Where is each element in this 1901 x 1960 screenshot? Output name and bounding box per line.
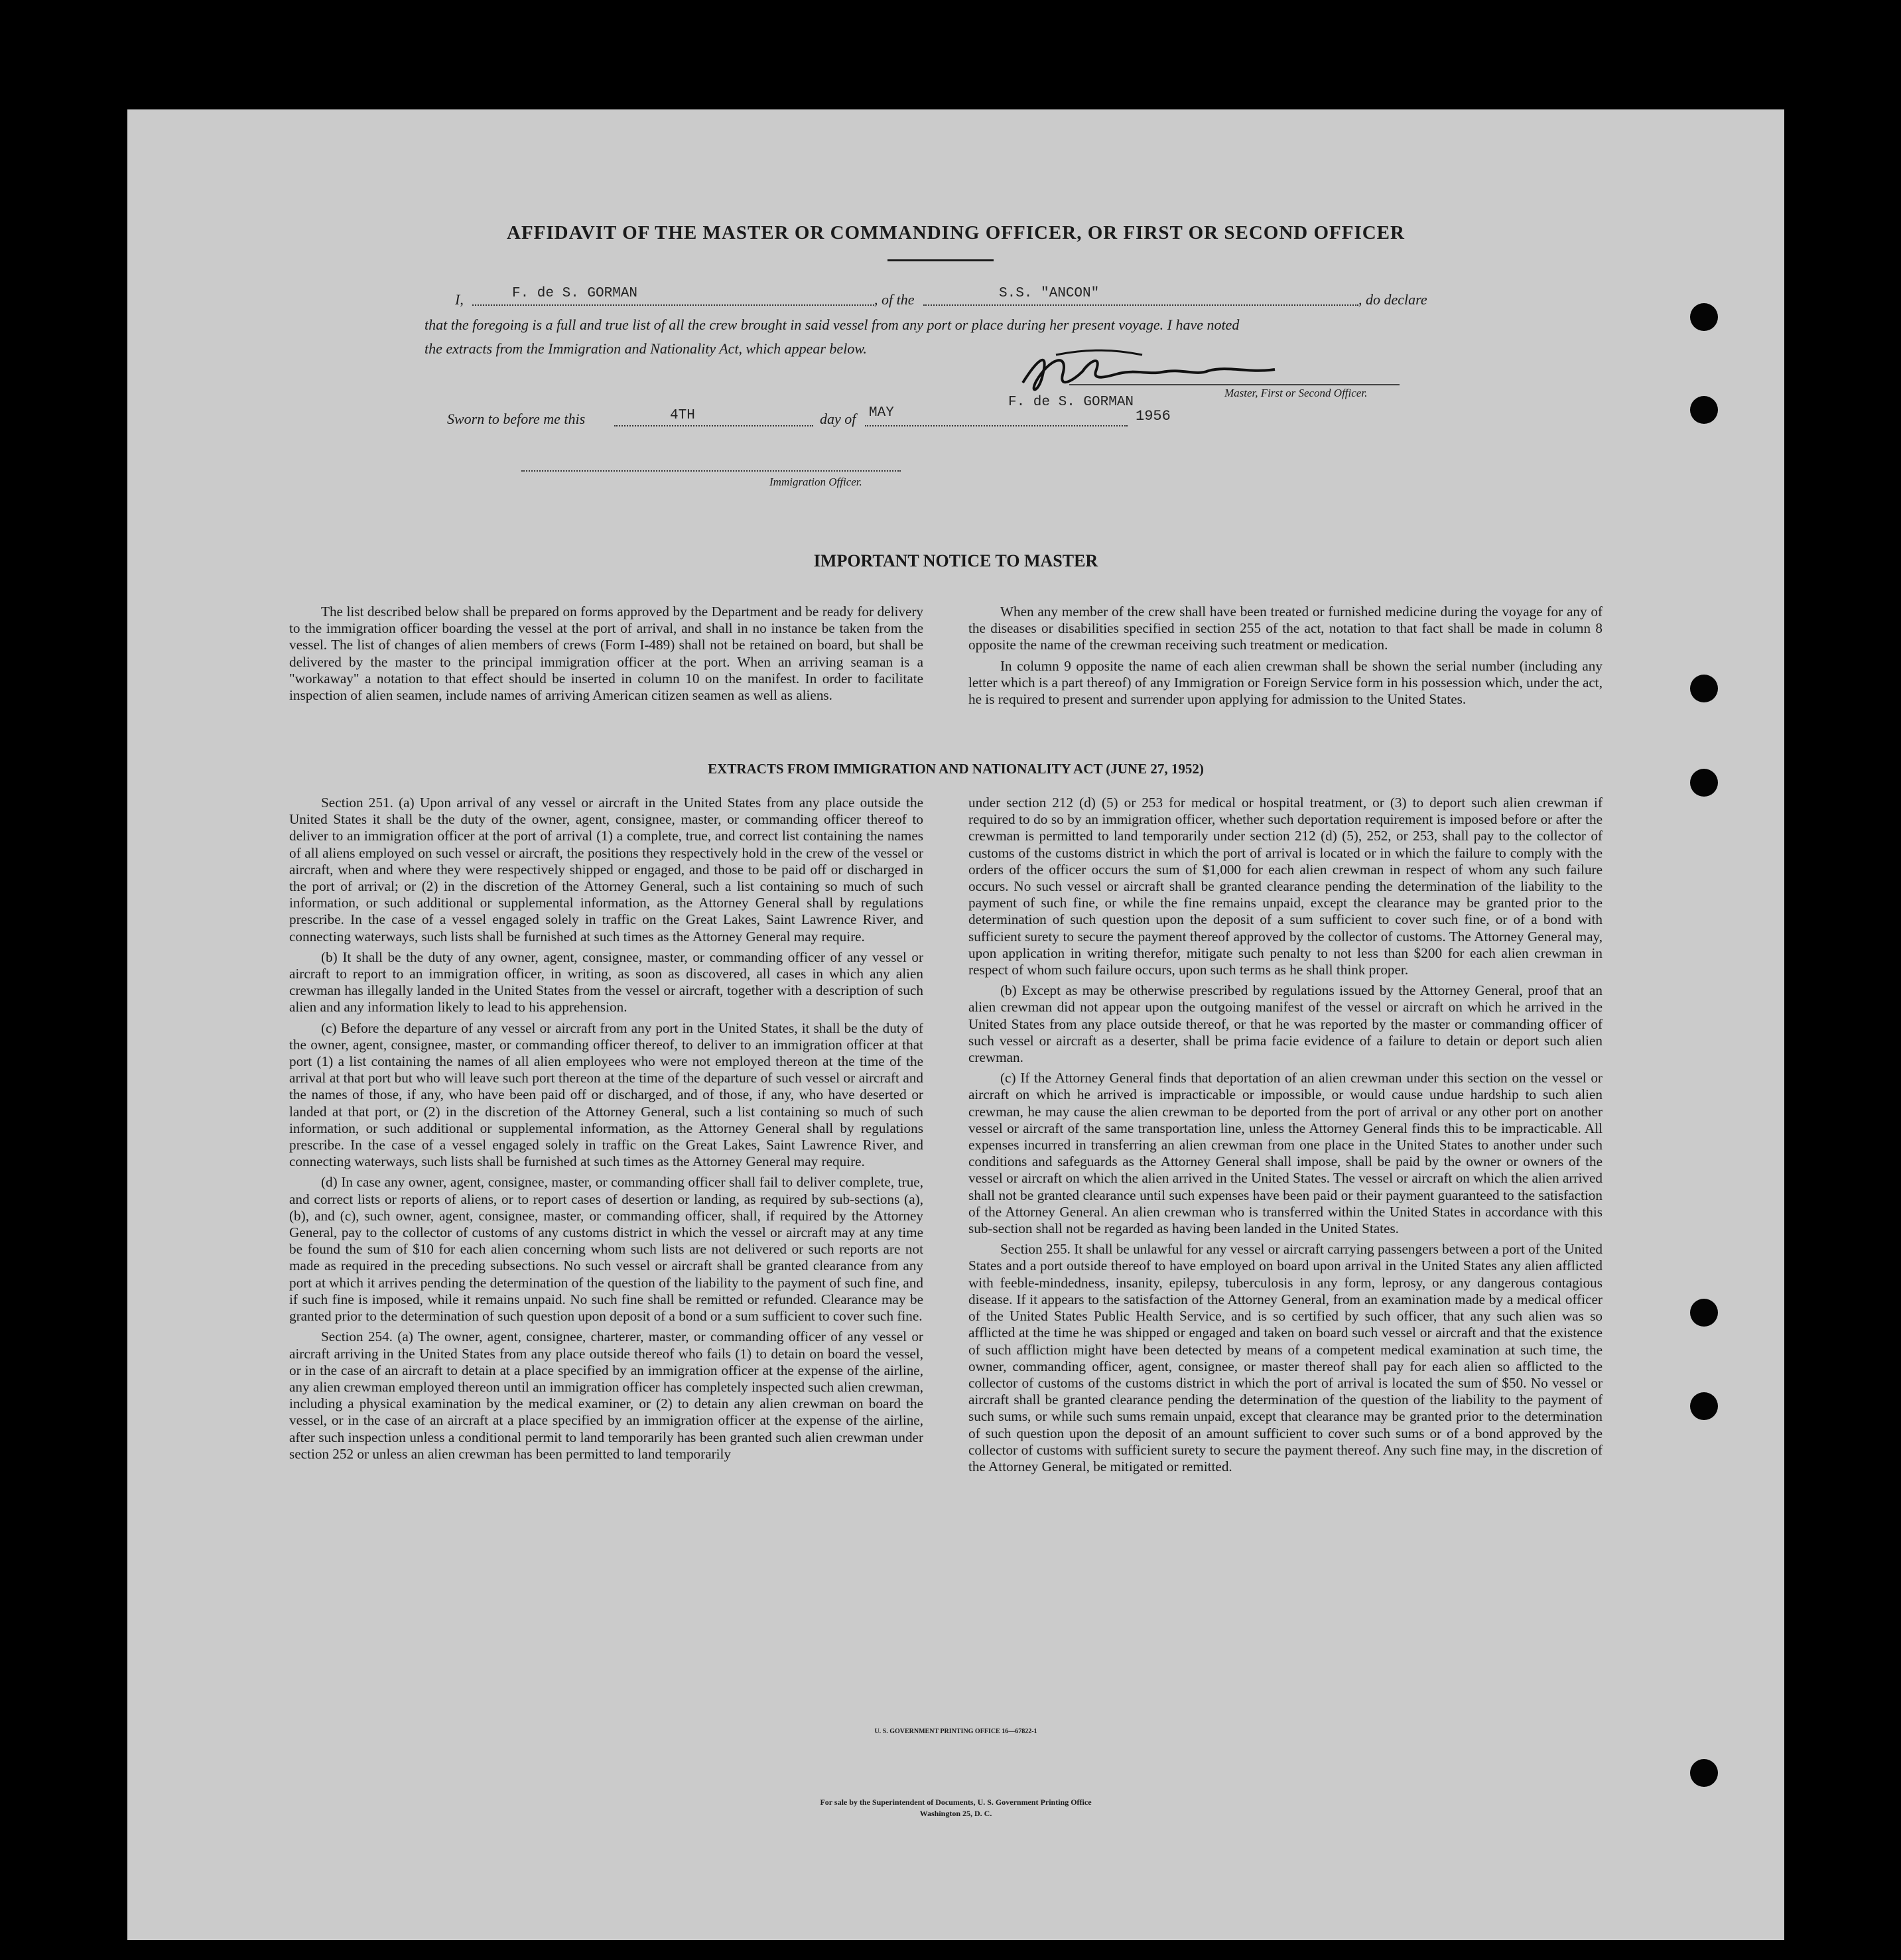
extracts-left-column [289,795,923,1467]
i-label: I, [455,291,464,308]
immigration-officer-caption: Immigration Officer. [769,476,862,488]
gpo-code: U. S. GOVERNMENT PRINTING OFFICE 16—67822-1 [874,1728,1037,1735]
notice-left-column [289,604,923,708]
sale-line-2: Washington 25, D. C. [919,1809,992,1818]
punch-hole [1690,1759,1718,1787]
notice-left-paragraph: The list described below shall be prepared on forms approved by the Department and be ready for delivery to the immigration officer boarding the vessel at the port of arrival, and shall in no instance be taken from the vessel. The list of changes of alien members of crews (Form I-489) shall not be retained on board, but shall be delivered by the master to the principal immigration officer at the port. When an arriving seaman is a "workaway" a notation to that effect should be inserted in column 10 on the manifest. In order to facilitate inspection of alien seamen, include names of arriving American citizen seamen as well as aliens. [289,604,923,704]
notice-right-paragraph-1: When any member of the crew shall have been treated or furnished medicine during the voyage for any of the diseases or disabilities specified in section 255 of the act, notation to that fact shall be made in column 8 opposite the name of the crewman receiving such treatment or medication. [968,604,1603,653]
section-254-a: Section 254. (a) The owner, agent, consignee, charterer, master, or commanding officer of any vessel or aircraft arriving in the United States from any place outside thereof who fails (1) to detain on board the vessel, or in the case of an aircraft to detain at a place specified by an immigration officer at the expense of the airline, any alien crewman employed thereon until an immigration officer has completely inspected such alien crewman, including a physical examination by the medical examiner, or (2) to detain any alien crewman on board the vessel, or in the case of an aircraft at a place specified by an immigration officer at the expense of the airline, after such inspection unless a conditional permit to land temporarily has been granted such alien crewman under section 252 or unless an alien crewman has been permitted to land temporarily [289,1329,923,1462]
day-of-label: day of [820,411,856,427]
of-the-label: , of the [874,291,915,308]
extracts-right-column [968,795,1603,1479]
declaration-line-2: that the foregoing is a full and true list of all the crew brought in said vessel from any port or place during her present voyage. I have noted [425,316,1240,333]
name-field-line [472,304,874,306]
extracts-title: EXTRACTS FROM IMMIGRATION AND NATIONALITY ACT (JUNE 27, 1952) [708,761,1204,777]
affidavit-title: AFFIDAVIT OF THE MASTER OR COMMANDING OFFICER, OR FIRST OR SECOND OFFICER [507,222,1405,243]
signature-line [1069,384,1400,385]
punch-hole [1690,303,1718,331]
section-255: Section 255. It shall be unlawful for any vessel or aircraft carrying passengers between a port of the United States and a port outside thereof to have employed on board upon arrival in the United States any alien afflicted with feeble-mindedness, insanity, epilepsy, tuberculosis in any form, leprosy, or any dangerous contagious disease. If it appears to the satisfaction of the Attorney General, from an examination made by a medical officer of the United States Public Health Service, and is so certified by such officer, that any such alien was so afflicted at the time he was shipped or engaged and taken on board such vessel or aircraft and that the existence of such affliction might have been detected by means of a competent medical examination at such time, the owner, commanding officer, agent, consignee, or master thereof shall pay for each alien so afflicted to the collector of customs of the customs district in which the port of arrival is located the sum of $50. No vessel or aircraft shall be granted clearance pending the determination of the question of the liability to the payment of such sums, or while such sums remain unpaid, except that clearance may be granted prior to the determination of such question upon the deposit of an amount sufficient to cover such sums or of a bond approved by the collector of customs with sufficient surety to secure the payment thereof. Any such fine may, in the discretion of the Attorney General, be mitigated or remitted. [968,1241,1603,1474]
master-name: F. de S. GORMAN [512,286,638,301]
vessel-name: S.S. "ANCON" [999,286,1100,301]
punch-hole [1690,1299,1718,1327]
title-underline [887,259,994,261]
vessel-field-line [923,304,1358,306]
sworn-label: Sworn to before me this [447,411,586,427]
punch-hole [1690,769,1718,797]
master-caption: Master, First or Second Officer. [1224,387,1368,399]
section-251-a: Section 251. (a) Upon arrival of any vessel or aircraft in the United States from any place outside the United States it shall be the duty of the owner, agent, consignee, master, or commanding officer thereof to deliver to an immigration officer at the port of arrival (1) a complete, true, and correct list containing the names of all aliens employed on such vessel or aircraft, the positions they respectively hold in the crew of the vessel or aircraft, when and where they were respectively shipped or engaged, and those to be paid off or discharged in the port of arrival; or (2) in the discretion of the Attorney General, such a list containing so much of such information, or such additional or supplemental information, as the Attorney General shall by regulations prescribe. In the case of a vessel engaged solely in traffic on the Great Lakes, Saint Lawrence River, and connecting waterways, such lists shall be furnished at such times as the Attorney General may require. [289,795,923,945]
section-254-c: (c) If the Attorney General finds that deportation of an alien crewman under this section on the vessel or aircraft on which he arrived is impracticable or impossible, or would cause undue hardship to such alien crewman, he may cause the alien crewman to be deported from the port of arrival or any other port on another vessel or aircraft of the same transportation line, unless the Attorney General finds this to be impracticable. All expenses incurred in transferring an alien crewman from one place in the United States to another under such conditions and safeguards as the Attorney General shall impose, shall be paid by the owner or owners of the vessel or aircraft on which the alien arrived in the United States. The vessel or aircraft on which the alien arrived shall not be granted clearance until such expenses have been paid or their payment guaranteed to the satisfaction of the Attorney General. An alien crewman who is transferred within the United States in accordance with this sub-section shall not be regarded as having been landed in the United States. [968,1070,1603,1237]
punch-hole [1690,1392,1718,1420]
typed-signer: F. de S. GORMAN [1008,395,1134,410]
declaration-line-3: the extracts from the Immigration and Nationality Act, which appear below. [425,340,867,357]
immigration-officer-line [521,470,901,472]
notice-right-paragraph-2: In column 9 opposite the name of each alien crewman shall be shown the serial number (including any letter which is a part thereof) of any Immigration or Foreign Service form in his possession which, under the act, he is required to present and surrender upon applying for admission to the United States. [968,657,1603,708]
sale-line-1: For sale by the Superintendent of Documents, U. S. Government Printing Office [820,1797,1092,1807]
sworn-month: MAY [869,405,894,421]
sworn-day: 4TH [670,408,695,423]
notice-right-column [968,604,1603,712]
section-251-b: (b) It shall be the duty of any owner, agent, consignee, master, or commanding officer of any vessel or aircraft to report to an immigration officer, in writing, as soon as discovered, all cases in which any alien crewman has illegally landed in the United States from the vessel or aircraft, together with a description of such alien and any information likely to lead to his apprehension. [289,948,923,1015]
section-251-c: (c) Before the departure of any vessel or aircraft from any port in the United States, it shall be the duty of the owner, agent, consignee, master, or commanding officer thereof, to deliver to an immigration officer at that port (1) a list containing the names of all alien employees who were not employed thereon at the time of the arrival at that port but who will leave such port thereon at the time of the departure of such vessel or aircraft and the names of those, if any, who have been paid off or discharged, and of those, if any, who have deserted or landed at that port, or (2) in the discretion of the Attorney General, such a list containing so much of such information, or such additional or supplemental information, as the Attorney General shall by regulations prescribe. In the case of a vessel engaged solely in traffic on the Great Lakes, Saint Lawrence River, and connecting waterways, such lists shall be furnished at such times as the Attorney General may require. [289,1019,923,1170]
section-254-a-continued: under section 212 (d) (5) or 253 for medical or hospital treatment, or (3) to deport such alien crewman if required to do so by an immigration officer, whether such deportation requirement is imposed before or after the crewman is permitted to land temporarily under section 212 (d) (5), 252, or 253, shall pay to the collector of customs of the customs district in which the port of arrival is located or in which the failure to comply with the orders of the officer occurs the sum of $1,000 for each alien crewman in respect of whom any such failure occurs. No such vessel or aircraft shall be granted clearance pending the determination of the liability to the payment of such fine, or while the fine remains unpaid, except the clearance may be granted prior to the determination of such question upon the deposit of a sum sufficient to cover such fine, or of a bond with sufficient surety to secure the payment thereof approved by the collector of customs. The Attorney General may, upon application in writing therefor, mitigate such penalty to not less than $200 for each alien crewman in respect of whom such failure occurs, upon such terms as he shall think proper. [968,795,1603,978]
punch-hole [1690,675,1718,702]
section-251-d: (d) In case any owner, agent, consignee, master, or commanding officer shall fail to deliver complete, true, and correct lists or reports of aliens, or to report cases of desertion or landing, as required by sub-sections (a), (b), and (c), such owner, agent, consignee, master, or commanding officer, shall, if required by the Attorney General, pay to the collector of customs of any customs district in which the vessel or aircraft may at any time be found the sum of $10 for each alien concerning whom such lists are not delivered or such reports are not made as required in the preceding subsections. No such vessel or aircraft shall be granted clearance from any port at which it arrives pending the determination of the question of the liability to the payment of such fine, and if such fine is imposed, while it remains unpaid. No such fine shall be remitted or refunded. Clearance may be granted prior to the determination of such question upon deposit of a bond or a sum sufficient to cover such fine. [289,1174,923,1325]
sworn-day-line [614,425,813,426]
notice-title: IMPORTANT NOTICE TO MASTER [813,551,1098,570]
sworn-month-line [865,425,1128,426]
sworn-year: 1956 [1136,408,1171,425]
punch-hole [1690,396,1718,424]
do-declare-label: , do declare [1358,291,1427,308]
section-254-b: (b) Except as may be otherwise prescribed by regulations issued by the Attorney General, proof that an alien crewman did not appear upon the outgoing manifest of the vessel or aircraft on which he arrived in the United States from any place outside thereof, or that he was reported by the master or commanding officer of such vessel or aircraft as a deserter, shall be prima facie evidence of a failure to detain or deport such alien crewman. [968,982,1603,1066]
document-page [127,109,1784,1940]
